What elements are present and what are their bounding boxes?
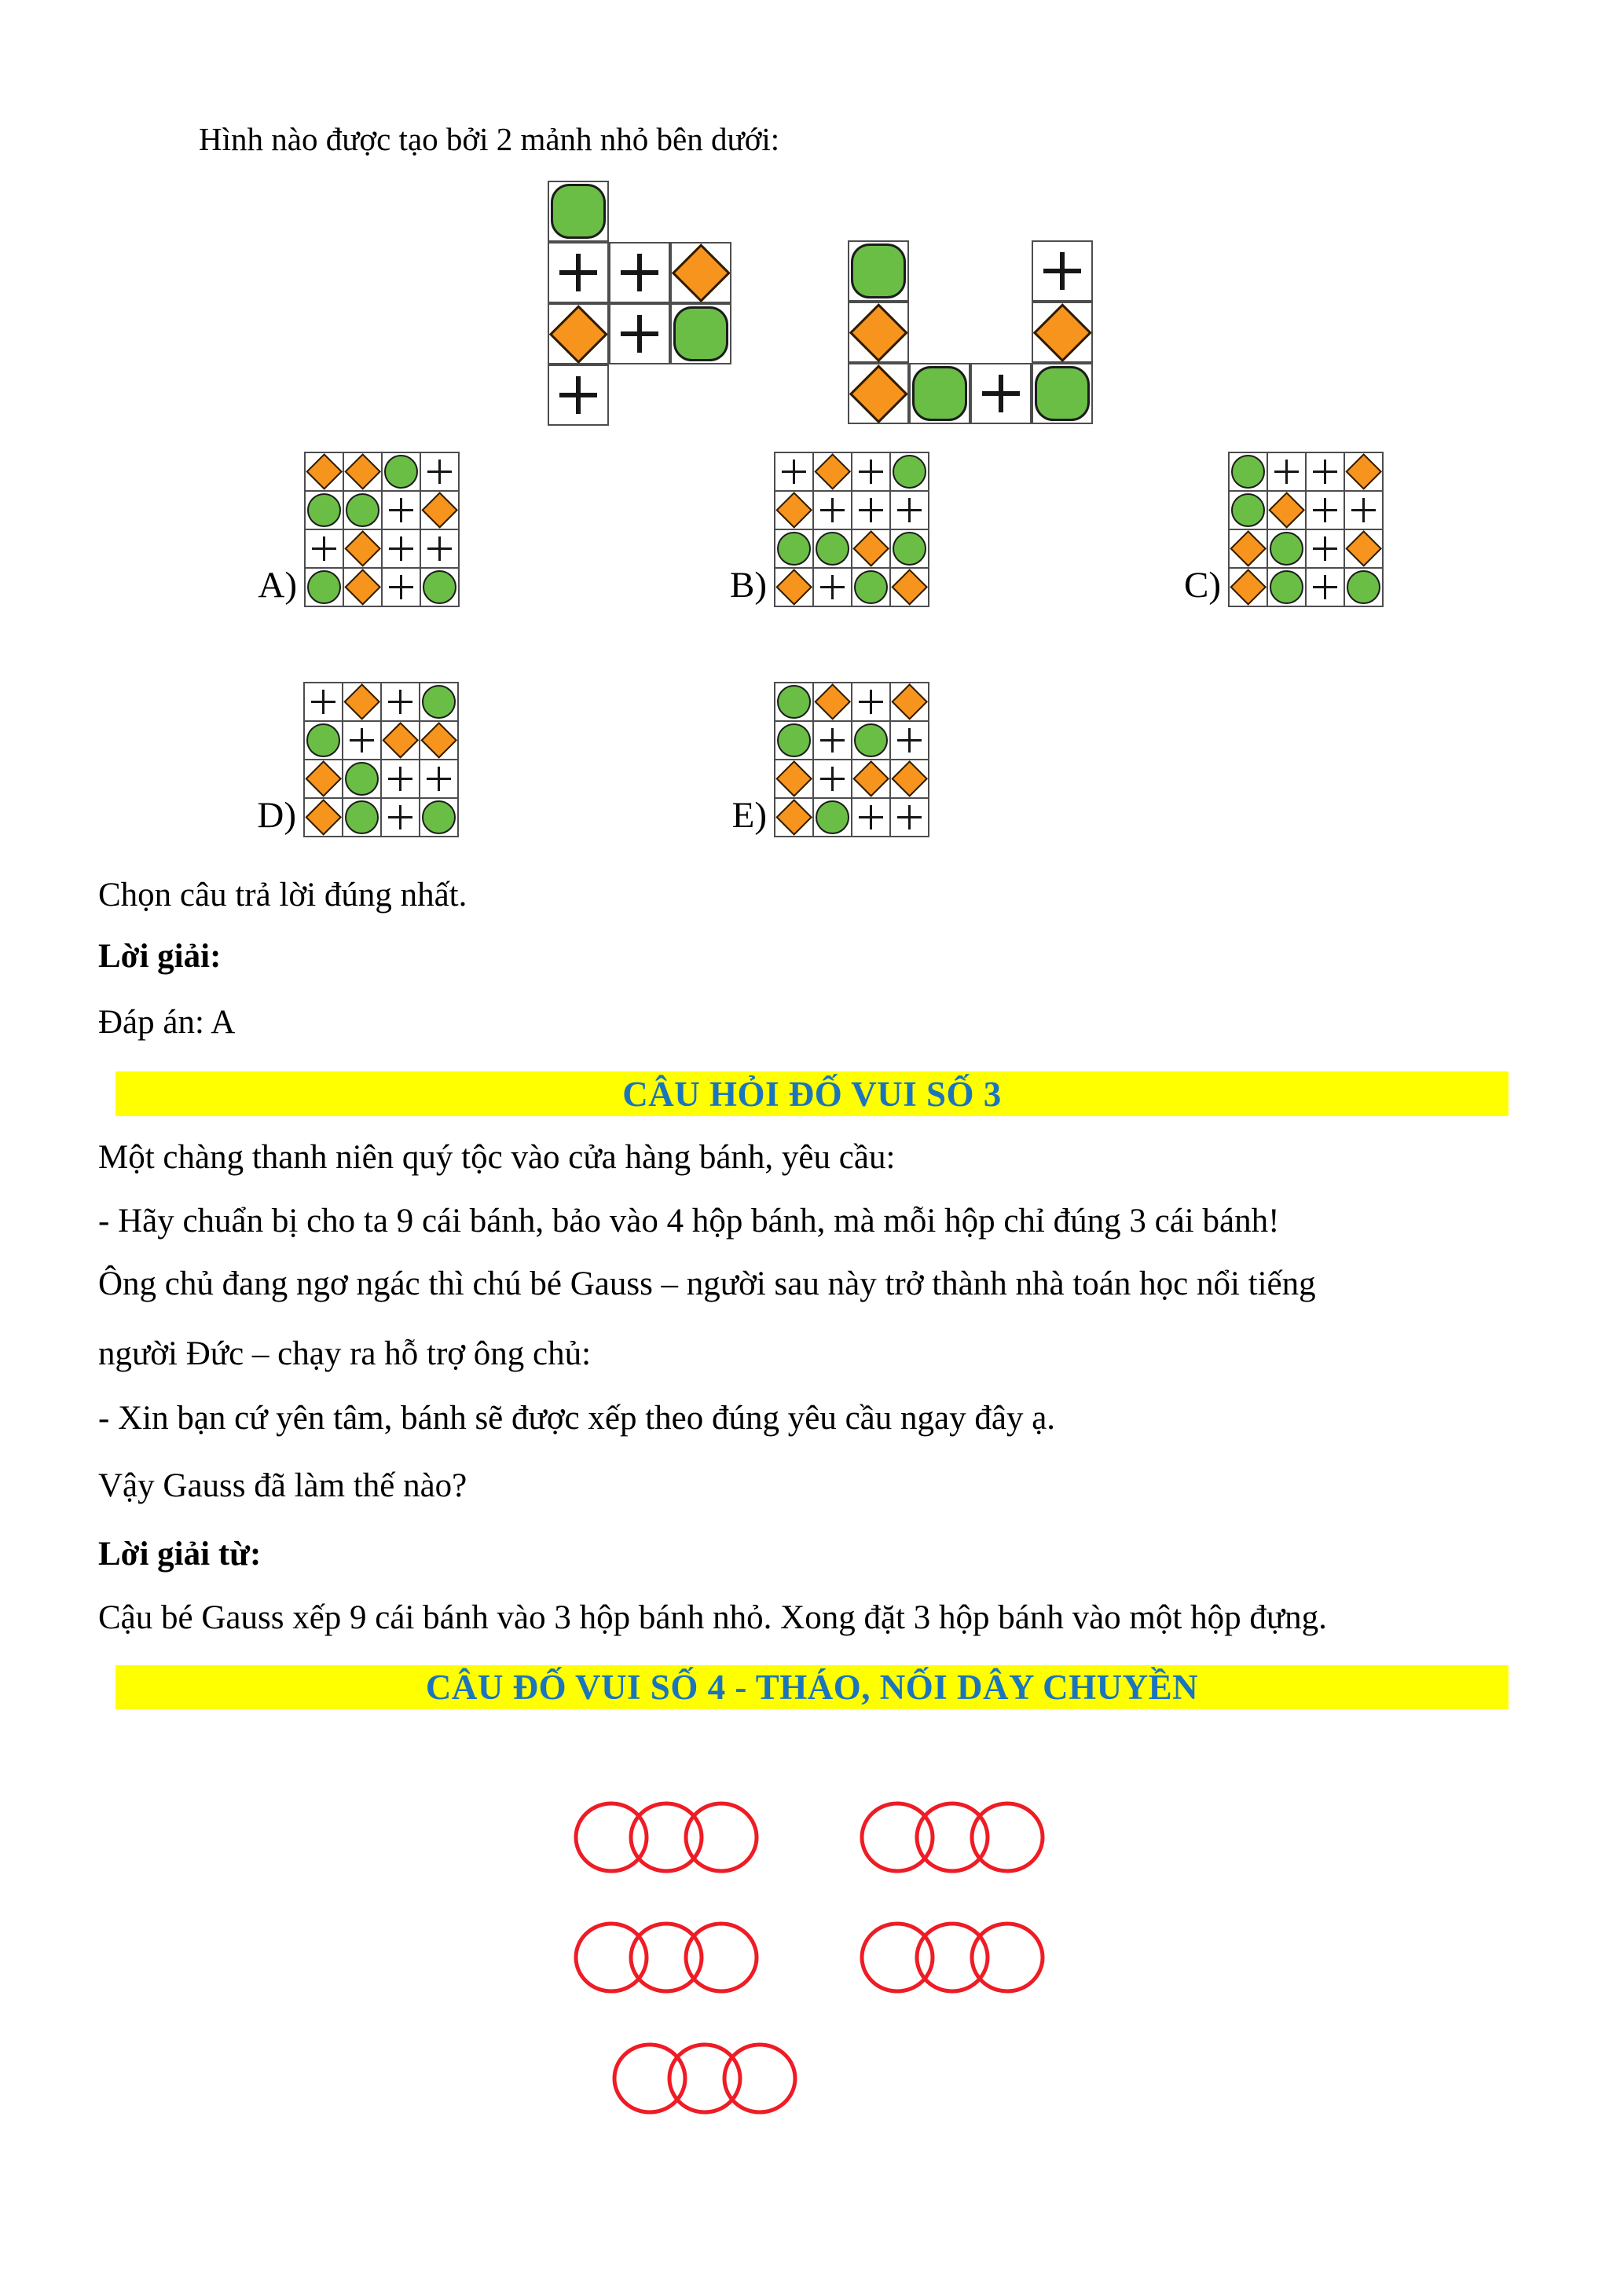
- empty-space: [970, 240, 1032, 302]
- green-circle-icon: [307, 493, 341, 527]
- story-line-4: người Đức – chạy ra hỗ trợ ông chủ:: [98, 1335, 592, 1372]
- grid-cell: [1306, 568, 1344, 606]
- grid-cell: [1229, 491, 1267, 529]
- grid-cell: [420, 760, 458, 798]
- empty-space: [670, 364, 731, 426]
- orange-diamond-icon: [814, 453, 851, 490]
- orange-diamond-icon: [891, 683, 928, 720]
- plus-icon: [852, 799, 889, 836]
- banner-quiz-4: [115, 1665, 1509, 1709]
- plus-icon: [1033, 242, 1091, 300]
- empty-space: [909, 302, 970, 363]
- grid-cell: [382, 529, 420, 568]
- plus-icon: [852, 492, 889, 529]
- ring-icon: [631, 1803, 702, 1871]
- ring-icon: [686, 1803, 757, 1871]
- chain-rings: [860, 1798, 1050, 1877]
- grid-cell: [381, 683, 420, 721]
- grid-cell: [381, 760, 420, 798]
- ring-icon: [972, 1924, 1043, 1991]
- green-circle-icon: [854, 723, 888, 757]
- answer-option-A: [236, 452, 460, 607]
- plus-icon: [1307, 453, 1344, 490]
- grid-cell: [1306, 529, 1344, 568]
- grid-cell: [852, 683, 890, 721]
- plus-icon: [852, 683, 889, 720]
- grid-cell: [420, 798, 458, 837]
- empty-space: [909, 240, 970, 302]
- grid-cell: [970, 363, 1032, 424]
- plus-icon: [383, 530, 420, 567]
- ring-icon: [917, 1924, 988, 1991]
- chain-group-4: [860, 1918, 1050, 2001]
- grid-cell: [813, 529, 852, 568]
- chain-rings: [574, 1918, 764, 1997]
- puzzle-piece-1: [548, 181, 731, 426]
- green-circle-icon: [345, 800, 379, 834]
- story-line-2: - Hãy chuẩn bị cho ta 9 cái bánh, bảo vào 4 hộp bánh, mà mỗi hộp chỉ đúng 3 cái bánh!: [98, 1203, 1280, 1240]
- ring-icon: [724, 2045, 795, 2112]
- grid-cell: [848, 302, 909, 363]
- grid-cell: [1267, 529, 1306, 568]
- plus-icon: [814, 569, 851, 606]
- instruction-text: Chọn câu trả lời đúng nhất.: [98, 877, 467, 914]
- grid-cell: [343, 452, 382, 491]
- green-circle-icon: [384, 455, 418, 489]
- grid-cell: [1306, 452, 1344, 491]
- ring-icon: [686, 1924, 757, 1991]
- option-grid-E: [774, 682, 929, 837]
- grid-cell: [1344, 491, 1383, 529]
- grid-cell: [305, 452, 343, 491]
- story-line-1: Một chàng thanh niên quý tộc vào cửa hàng bánh, yêu cầu:: [98, 1139, 896, 1176]
- grid-cell: [852, 529, 890, 568]
- grid-cell: [775, 529, 813, 568]
- orange-diamond-icon: [672, 244, 730, 302]
- grid-cell: [1229, 452, 1267, 491]
- option-label-A: A): [258, 565, 297, 606]
- grid-cell: [852, 568, 890, 606]
- grid-cell: [890, 568, 929, 606]
- orange-diamond-icon: [344, 453, 381, 490]
- green-circle-icon: [1035, 366, 1090, 421]
- grid-cell: [1032, 302, 1093, 363]
- grid-cell: [890, 452, 929, 491]
- grid-cell: [848, 240, 909, 302]
- empty-space: [609, 181, 670, 242]
- orange-diamond-icon: [306, 453, 343, 490]
- plus-icon: [852, 453, 889, 490]
- grid-cell: [1344, 452, 1383, 491]
- plus-icon: [1307, 530, 1344, 567]
- chain-group-3: [574, 1918, 764, 2001]
- chain-group-5: [612, 2039, 802, 2122]
- grid-cell: [1344, 529, 1383, 568]
- green-circle-icon: [422, 685, 456, 719]
- grid-cell: [775, 491, 813, 529]
- solution2-label: Lời giải từ:: [98, 1536, 262, 1573]
- orange-diamond-icon: [420, 722, 457, 759]
- grid-cell: [382, 568, 420, 606]
- grid-cell: [1267, 491, 1306, 529]
- answer-option-B: [706, 452, 929, 607]
- plus-icon: [891, 799, 928, 836]
- grid-cell: [813, 798, 852, 837]
- orange-diamond-icon: [849, 364, 907, 423]
- grid-cell: [813, 491, 852, 529]
- grid-cell: [420, 452, 459, 491]
- grid-cell: [304, 721, 343, 760]
- grid-cell: [1306, 491, 1344, 529]
- option-grid-A: [304, 452, 460, 607]
- grid-cell: [890, 760, 929, 798]
- orange-diamond-icon: [775, 799, 812, 836]
- grid-cell: [548, 303, 609, 364]
- grid-cell: [420, 683, 458, 721]
- green-circle-icon: [893, 532, 926, 566]
- grid-cell: [343, 568, 382, 606]
- chain-rings: [612, 2039, 802, 2118]
- green-circle-icon: [423, 570, 456, 604]
- grid-cell: [548, 364, 609, 426]
- grid-cell: [852, 760, 890, 798]
- grid-cell: [848, 363, 909, 424]
- orange-diamond-icon: [305, 799, 342, 836]
- green-circle-icon: [816, 800, 849, 834]
- grid-cell: [420, 568, 459, 606]
- grid-cell: [420, 529, 459, 568]
- ring-icon: [576, 1924, 647, 1991]
- answer-option-D: [235, 682, 459, 837]
- grid-cell: [890, 529, 929, 568]
- grid-cell: [1267, 452, 1306, 491]
- grid-cell: [548, 242, 609, 303]
- grid-cell: [305, 529, 343, 568]
- orange-diamond-icon: [344, 530, 381, 567]
- green-circle-icon: [816, 532, 849, 566]
- plus-icon: [814, 492, 851, 529]
- grid-cell: [1032, 240, 1093, 302]
- chain-group-2: [860, 1798, 1050, 1880]
- grid-cell: [1032, 363, 1093, 424]
- option-label-C: C): [1184, 565, 1221, 606]
- solution-label: Lời giải:: [98, 938, 222, 975]
- orange-diamond-icon: [814, 683, 851, 720]
- green-circle-icon: [777, 532, 811, 566]
- plus-icon: [891, 492, 928, 529]
- orange-diamond-icon: [891, 760, 928, 797]
- grid-cell: [775, 760, 813, 798]
- plus-icon: [549, 366, 607, 424]
- grid-cell: [670, 303, 731, 364]
- ring-icon: [862, 1803, 933, 1871]
- plus-icon: [305, 683, 342, 720]
- empty-space: [609, 364, 670, 426]
- orange-diamond-icon: [382, 722, 419, 759]
- ring-icon: [631, 1924, 702, 1991]
- grid-cell: [343, 760, 381, 798]
- plus-icon: [814, 722, 851, 759]
- ring-icon: [576, 1803, 647, 1871]
- orange-diamond-icon: [1345, 453, 1382, 490]
- plus-icon: [306, 530, 343, 567]
- green-circle-icon: [306, 723, 340, 757]
- grid-cell: [381, 798, 420, 837]
- grid-cell: [852, 491, 890, 529]
- option-label-B: B): [730, 565, 767, 606]
- grid-cell: [775, 721, 813, 760]
- story-line-5: - Xin bạn cứ yên tâm, bánh sẽ được xếp theo đúng yêu cầu ngay đây ạ.: [98, 1400, 1056, 1437]
- grid-cell: [548, 181, 609, 242]
- story-line-6: Vậy Gauss đã làm thế nào?: [98, 1467, 467, 1504]
- option-grid-D: [303, 682, 459, 837]
- grid-cell: [852, 798, 890, 837]
- plus-icon: [814, 760, 851, 797]
- empty-space: [970, 302, 1032, 363]
- green-circle-icon: [345, 762, 379, 796]
- grid-cell: [813, 452, 852, 491]
- banner-quiz-3-title: CÂU HỎI ĐỐ VUI SỐ 3: [622, 1074, 1002, 1114]
- grid-cell: [305, 568, 343, 606]
- orange-diamond-icon: [1268, 492, 1305, 529]
- green-circle-icon: [1231, 493, 1265, 527]
- banner-quiz-3: [115, 1071, 1509, 1116]
- grid-cell: [609, 303, 670, 364]
- chain-rings: [860, 1918, 1050, 1997]
- grid-cell: [813, 721, 852, 760]
- grid-cell: [343, 529, 382, 568]
- ring-icon: [972, 1803, 1043, 1871]
- orange-diamond-icon: [849, 303, 907, 361]
- plus-icon: [382, 760, 419, 797]
- green-circle-icon: [673, 306, 728, 361]
- grid-cell: [343, 491, 382, 529]
- plus-icon: [420, 760, 457, 797]
- story-line-3: Ông chủ đang ngơ ngác thì chú bé Gauss – người sau này trở thành nhà toán học nổi tiếng: [98, 1265, 1316, 1302]
- plus-icon: [382, 799, 419, 836]
- ring-icon: [917, 1803, 988, 1871]
- orange-diamond-icon: [343, 683, 380, 720]
- chain-rings: [574, 1798, 764, 1877]
- option-grid-C: [1228, 452, 1384, 607]
- orange-diamond-icon: [775, 760, 812, 797]
- plus-icon: [421, 530, 458, 567]
- grid-cell: [852, 452, 890, 491]
- green-circle-icon: [346, 493, 379, 527]
- plus-icon: [610, 244, 669, 302]
- grid-cell: [305, 491, 343, 529]
- grid-cell: [1267, 568, 1306, 606]
- orange-diamond-icon: [344, 569, 381, 606]
- plus-icon: [1268, 453, 1305, 490]
- question-text: Hình nào được tạo bởi 2 mảnh nhỏ bên dưới:: [199, 121, 780, 157]
- answer-option-C: [1160, 452, 1384, 607]
- grid-cell: [420, 491, 459, 529]
- plus-icon: [1307, 492, 1344, 529]
- green-circle-icon: [1270, 532, 1303, 566]
- option-label-D: D): [257, 795, 296, 836]
- ring-icon: [614, 2045, 685, 2112]
- orange-diamond-icon: [891, 569, 928, 606]
- grid-cell: [890, 798, 929, 837]
- plus-icon: [1345, 492, 1382, 529]
- ring-icon: [669, 2045, 740, 2112]
- grid-cell: [1229, 529, 1267, 568]
- grid-cell: [304, 798, 343, 837]
- grid-cell: [852, 721, 890, 760]
- orange-diamond-icon: [1345, 530, 1382, 567]
- green-circle-icon: [851, 244, 906, 298]
- orange-diamond-icon: [305, 760, 342, 797]
- grid-cell: [343, 721, 381, 760]
- plus-icon: [891, 722, 928, 759]
- grid-cell: [813, 683, 852, 721]
- green-circle-icon: [551, 184, 606, 239]
- grid-cell: [775, 568, 813, 606]
- orange-diamond-icon: [421, 492, 458, 529]
- plus-icon: [382, 683, 419, 720]
- orange-diamond-icon: [1033, 303, 1091, 361]
- grid-cell: [1229, 568, 1267, 606]
- grid-cell: [813, 760, 852, 798]
- orange-diamond-icon: [852, 760, 889, 797]
- chain-group-1: [574, 1798, 764, 1880]
- green-circle-icon: [777, 723, 811, 757]
- green-circle-icon: [1231, 455, 1265, 489]
- plus-icon: [343, 722, 380, 759]
- orange-diamond-icon: [852, 530, 889, 567]
- green-circle-icon: [422, 800, 456, 834]
- green-circle-icon: [1270, 570, 1303, 604]
- grid-cell: [775, 683, 813, 721]
- green-circle-icon: [777, 685, 811, 719]
- grid-cell: [381, 721, 420, 760]
- plus-icon: [610, 305, 669, 363]
- orange-diamond-icon: [775, 569, 812, 606]
- plus-icon: [972, 364, 1030, 423]
- grid-cell: [670, 242, 731, 303]
- orange-diamond-icon: [775, 492, 812, 529]
- grid-cell: [382, 491, 420, 529]
- plus-icon: [383, 492, 420, 529]
- plus-icon: [775, 453, 812, 490]
- puzzle-piece-2: [848, 240, 1093, 424]
- solution2-text: Cậu bé Gauss xếp 9 cái bánh vào 3 hộp bánh nhỏ. Xong đặt 3 hộp bánh vào một hộp đựng.: [98, 1599, 1327, 1636]
- grid-cell: [382, 452, 420, 491]
- option-grid-B: [774, 452, 929, 607]
- answer-option-E: [706, 682, 929, 837]
- orange-diamond-icon: [549, 305, 607, 363]
- option-label-E: E): [731, 795, 767, 836]
- green-circle-icon: [1347, 570, 1380, 604]
- plus-icon: [383, 569, 420, 606]
- plus-icon: [421, 453, 458, 490]
- grid-cell: [890, 491, 929, 529]
- grid-cell: [420, 721, 458, 760]
- plus-icon: [549, 244, 607, 302]
- plus-icon: [1307, 569, 1344, 606]
- green-circle-icon: [912, 366, 967, 421]
- grid-cell: [343, 683, 381, 721]
- grid-cell: [304, 683, 343, 721]
- green-circle-icon: [854, 570, 888, 604]
- grid-cell: [304, 760, 343, 798]
- orange-diamond-icon: [1230, 569, 1267, 606]
- banner-quiz-4-title: CÂU ĐỐ VUI SỐ 4 - THÁO, NỐI DÂY CHUYỀN: [425, 1668, 1199, 1707]
- grid-cell: [890, 721, 929, 760]
- grid-cell: [909, 363, 970, 424]
- grid-cell: [775, 798, 813, 837]
- grid-cell: [890, 683, 929, 721]
- empty-space: [670, 181, 731, 242]
- orange-diamond-icon: [1230, 530, 1267, 567]
- grid-cell: [775, 452, 813, 491]
- green-circle-icon: [307, 570, 341, 604]
- grid-cell: [813, 568, 852, 606]
- ring-icon: [862, 1924, 933, 1991]
- grid-cell: [609, 242, 670, 303]
- grid-cell: [343, 798, 381, 837]
- green-circle-icon: [893, 455, 926, 489]
- grid-cell: [1344, 568, 1383, 606]
- answer-text: Đáp án: A: [98, 1004, 236, 1041]
